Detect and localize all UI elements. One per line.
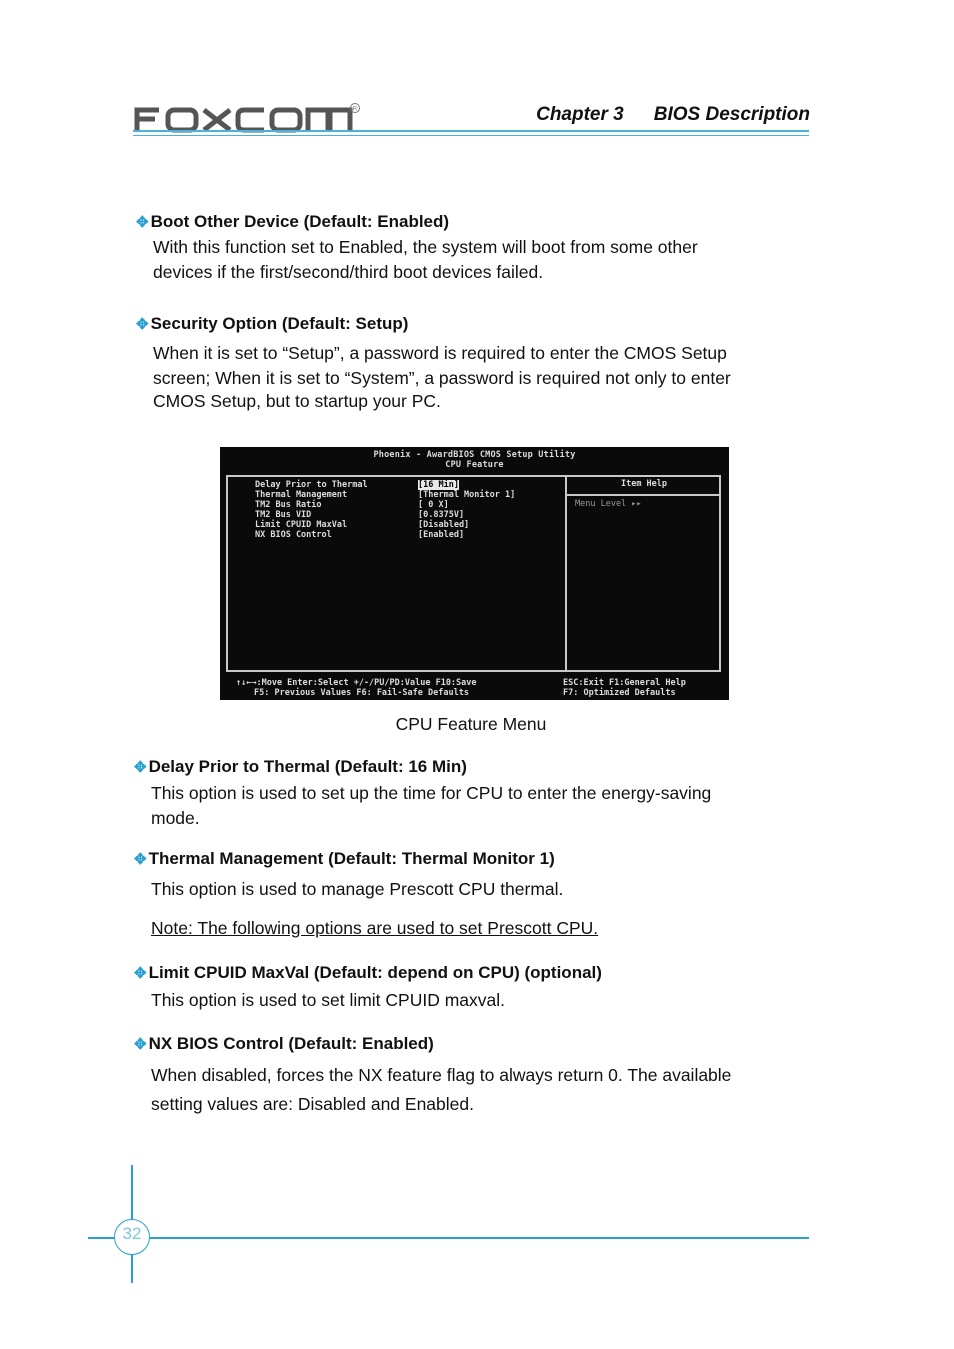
bios-item-value[interactable]: [Thermal Monitor 1] [418, 490, 516, 500]
chapter-label: Chapter 3 [536, 104, 624, 125]
bios-item-label: TM2 Bus VID [255, 510, 312, 520]
diamond-bullet-icon: ✥ [134, 851, 147, 868]
bios-footer [220, 673, 729, 700]
header-rule-thin [133, 135, 809, 136]
section-heading: ✥ NX BIOS Control (Default: Enabled) [134, 1034, 434, 1053]
note-text: Note: The following options are used to set Prescott CPU. [151, 918, 599, 938]
diamond-bullet-icon: ✥ [136, 316, 149, 333]
bios-item-label: Limit CPUID MaxVal [255, 520, 348, 530]
bios-screenshot [220, 447, 729, 700]
section-heading: ✥ Limit CPUID MaxVal (Default: depend on CPU) (optional) [134, 963, 602, 982]
bios-item-label: NX BIOS Control [255, 530, 332, 540]
section-body: With this function set to Enabled, the system will boot from some other devices if the first/second/third boot devices failed. [153, 237, 698, 282]
bios-item-value[interactable]: [Disabled] [418, 520, 470, 530]
bios-subtitle: CPU Feature [445, 460, 504, 470]
bios-item-label: TM2 Bus Ratio [255, 500, 322, 510]
section-label: BIOS Description [653, 104, 810, 125]
chapter-header [470, 104, 810, 126]
section-body: This option is used to set limit CPUID maxval. [151, 990, 506, 1010]
section-heading: ✥ Thermal Management (Default: Thermal Monitor 1) [134, 849, 555, 868]
svg-text:R: R [352, 106, 358, 113]
diamond-bullet-icon: ✥ [134, 759, 147, 776]
section-heading: ✥ Security Option (Default: Setup) [136, 314, 409, 333]
bios-divider [565, 475, 567, 672]
diamond-bullet-icon: ✥ [134, 965, 147, 982]
figure-caption: CPU Feature Menu [395, 714, 547, 734]
bios-footer-keys: F7: Optimized Defaults [563, 688, 676, 698]
section-body: This option is used to set up the time for CPU to enter the energy-saving mode. [151, 783, 712, 828]
footer-horizontal-line [88, 1237, 809, 1239]
bios-item-help: Item Help [620, 479, 668, 489]
diamond-bullet-icon: ✥ [136, 214, 149, 231]
bios-footer-keys: F5: Previous Values F6: Fail-Safe Defaults [254, 688, 469, 698]
bios-menu-level: Menu Level ▸▸ [575, 499, 642, 509]
bios-item-label: Thermal Management [255, 490, 348, 500]
section-heading: ✥ Delay Prior to Thermal (Default: 16 Min) [134, 757, 467, 776]
bios-footer-keys: ↑↓←→:Move Enter:Select +/-/PU/PD:Value F10:Save [236, 678, 477, 688]
section-body: This option is used to manage Prescott CPU thermal. [151, 879, 564, 899]
bios-item-value[interactable]: [16 Min] [418, 480, 459, 490]
section-heading: ✥ Boot Other Device (Default: Enabled) [136, 212, 450, 231]
section-body: When disabled, forces the NX feature flag to always return 0. The available setting values are: Disabled and Enabled. [151, 1065, 732, 1114]
section-body: When it is set to “Setup”, a password is required to enter the CMOS Setup screen; When it is set to “System”, a password is required not only to enter CMOS Setup, but to startup your PC. [153, 343, 731, 411]
diamond-bullet-icon: ✥ [134, 1036, 147, 1053]
header-rule [133, 130, 809, 132]
page-number: 32 [122, 1224, 142, 1243]
bios-item-value[interactable]: [0.8375V] [418, 510, 465, 520]
bios-item-value[interactable]: [ 0 X] [418, 500, 449, 510]
bios-footer-keys: ESC:Exit F1:General Help [563, 678, 686, 688]
bios-title: Phoenix - AwardBIOS CMOS Setup Utility [373, 450, 576, 460]
bios-item-value[interactable]: [Enabled] [418, 530, 465, 540]
bios-item-label: Delay Prior to Thermal [255, 480, 368, 490]
bios-help-divider [567, 494, 721, 496]
